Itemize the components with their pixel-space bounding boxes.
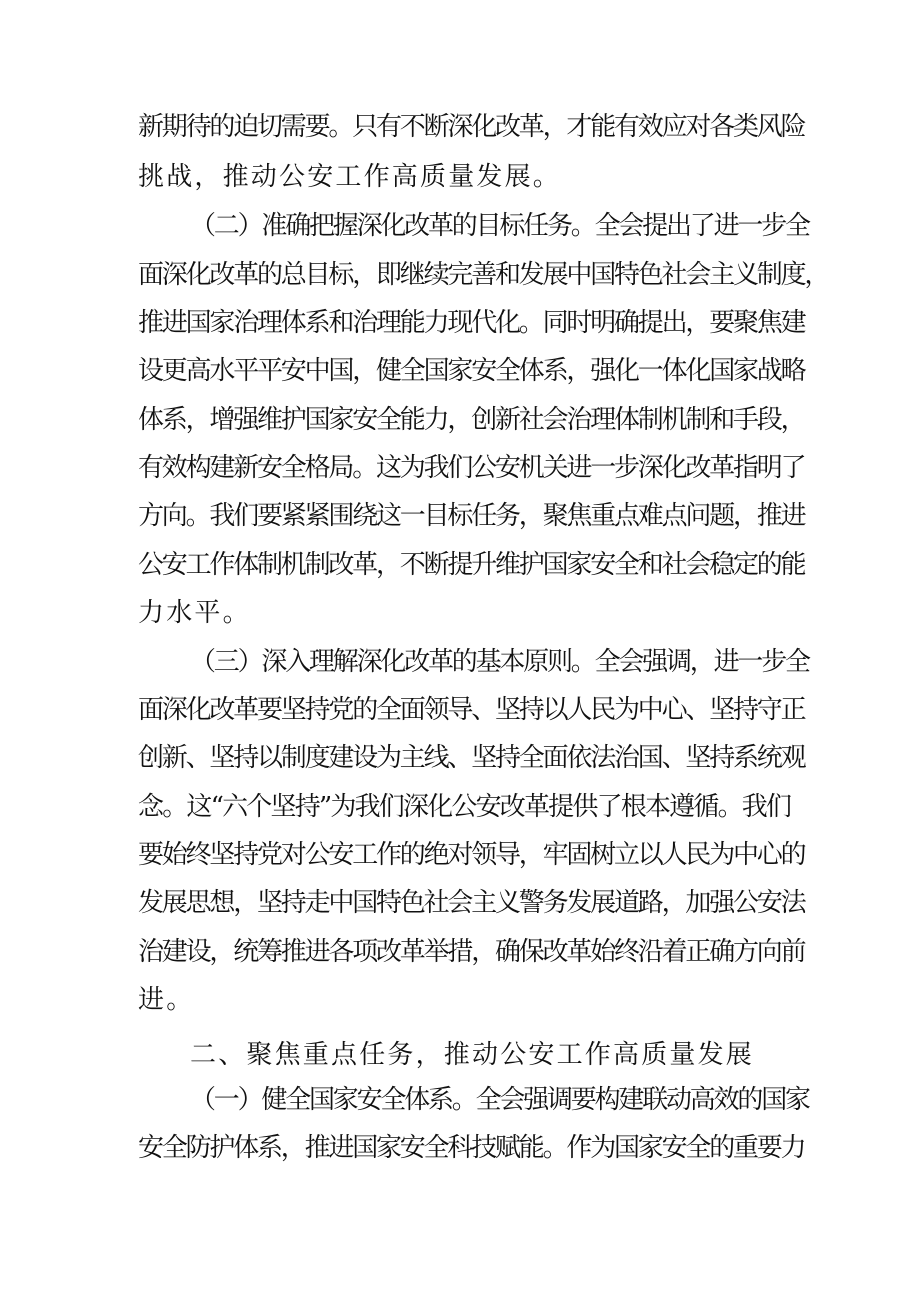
- text-line: 力水平。: [138, 598, 251, 628]
- text-line: 要始终坚持党对公安工作的绝对领导，牢固树立以人民为中心的: [138, 840, 805, 870]
- text-line: 挑战，推动公安工作高质量发展。: [138, 162, 562, 192]
- text-line: 创新、坚持以制度建设为主线、坚持全面依法治国、坚持系统观: [138, 743, 805, 773]
- text-line: 体系，增强维护国家安全能力，创新社会治理体制机制和手段，: [138, 405, 805, 435]
- text-line: 有效构建新安全格局。这为我们公安机关进一步深化改革指明了: [138, 453, 805, 483]
- text-line: 发展思想，坚持走中国特色社会主义警务发展道路，加强公安法: [138, 888, 805, 918]
- text-line: 新期待的迫切需要。只有不断深化改革，才能有效应对各类风险: [138, 112, 805, 142]
- text-line: 公安工作体制机制改革，不断提升维护国家安全和社会稳定的能: [138, 550, 805, 580]
- section-heading: 二、聚焦重点任务，推动公安工作高质量发展: [190, 1040, 755, 1070]
- text-line: 念。这“六个坚持”为我们深化公安改革提供了根本遵循。我们: [138, 792, 791, 822]
- text-line: 治建设，统筹推进各项改革举措，确保改革始终沿着正确方向前: [138, 937, 805, 967]
- text-line: 面深化改革的总目标，即继续完善和发展中国特色社会主义制度，: [138, 260, 829, 290]
- text-line: 方向。我们要紧紧围绕这一目标任务，聚焦重点难点问题，推进: [138, 501, 805, 531]
- text-line: 进。: [138, 985, 195, 1015]
- paragraph-heading: （一）健全国家安全体系。全会强调要构建联动高效的国家: [190, 1085, 809, 1115]
- paragraph-heading: （二）准确把握深化改革的目标任务。全会提出了进一步全: [190, 211, 809, 241]
- paragraph-heading: （三）深入理解深化改革的基本原则。全会强调，进一步全: [190, 647, 809, 677]
- text-line: 设更高水平平安中国，健全国家安全体系，强化一体化国家战略: [138, 356, 805, 386]
- text-line: 面深化改革要坚持党的全面领导、坚持以人民为中心、坚持守正: [138, 695, 805, 725]
- text-line: 安全防护体系，推进国家安全科技赋能。作为国家安全的重要力: [138, 1133, 805, 1163]
- text-line: 推进国家治理体系和治理能力现代化。同时明确提出，要聚焦建: [138, 308, 805, 338]
